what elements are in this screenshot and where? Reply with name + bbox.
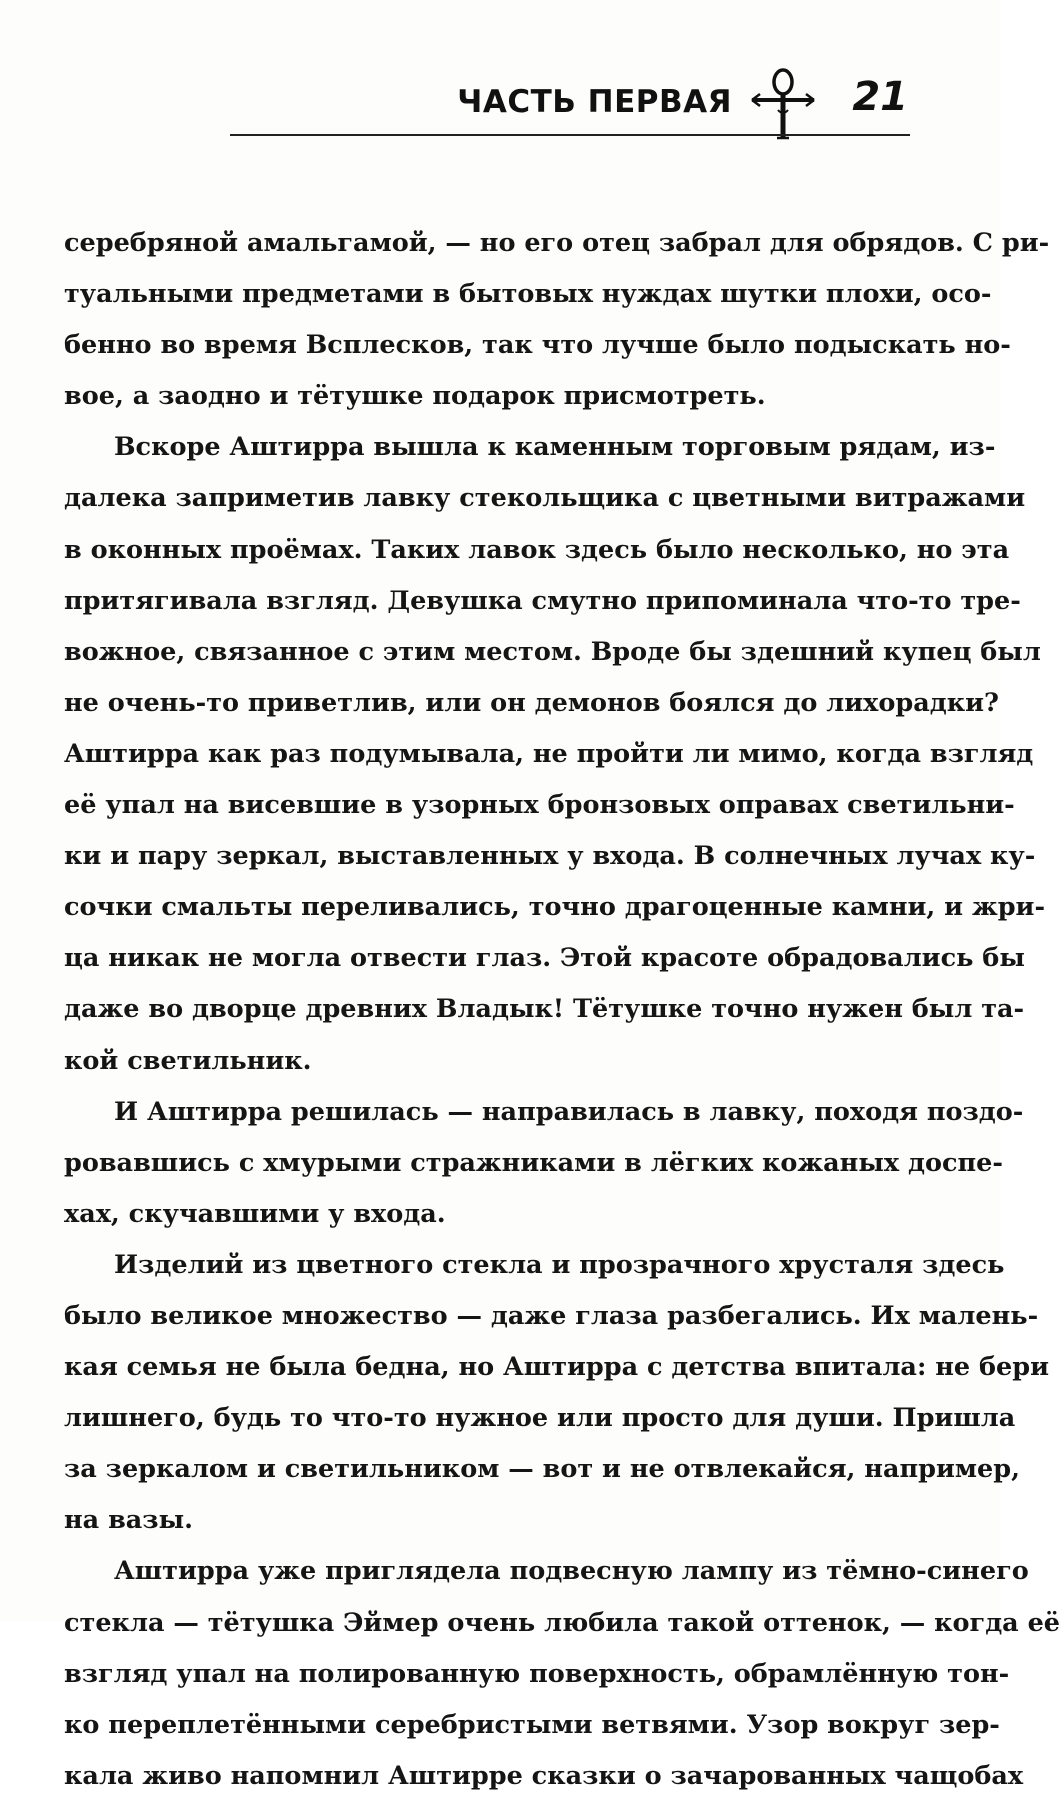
paragraph (64, 218, 1050, 422)
text-line: серебряной амальгамой, — но его отец забрал для обрядов. С ри- (64, 228, 1050, 258)
text-line: кая семья не была бедна, но Аштирра с детства впитала: не бери (64, 1352, 1049, 1383)
running-head (230, 66, 910, 146)
paragraph (64, 1546, 1060, 1801)
text-line: вое, а заодно и тётушке подарок присмотреть. (64, 381, 766, 412)
page-number: 21 (852, 74, 908, 120)
text-line: Изделий из цветного стекла и прозрачного хрусталя здесь (114, 1249, 1005, 1280)
text-line: хах, скучавшими у входа. (64, 1198, 446, 1229)
text-line: ровавшись с хмурыми стражниками в лёгких кожаных доспе- (64, 1147, 1003, 1178)
text-line: Аштирра уже приглядела подвесную лампу из тёмно-синего (114, 1556, 1029, 1587)
body-text (64, 218, 1060, 1802)
text-line: на вазы. (64, 1505, 194, 1536)
text-line: в оконных проёмах. Таких лавок здесь было несколько, но эта (64, 534, 1010, 565)
text-line: Аштирра как раз подумывала, не пройти ли мимо, когда взгляд (64, 738, 1034, 769)
chapter-part-title: ЧАСТЬ ПЕРВАЯ (457, 84, 732, 120)
text-line: ко переплетёнными серебристыми ветвями. Узор вокруг зер- (64, 1709, 1000, 1740)
header-rule (230, 134, 910, 136)
text-line: И Аштирра решилась — направилась в лавку, походя поздо- (114, 1096, 1024, 1127)
text-line: вожное, связанное с этим местом. Вроде бы здешний купец был (64, 636, 1041, 667)
text-line: было великое множество — даже глаза разбегались. Их малень- (64, 1300, 1039, 1331)
text-line: туальными предметами в бытовых нуждах шутки плохи, осо- (64, 279, 992, 310)
text-line: не очень-то приветлив, или он демонов боялся до лихорадки? (64, 687, 999, 718)
text-line: даже во дворце древних Владык! Тётушке точно нужен был та- (64, 994, 1025, 1025)
text-line: сочки смальты переливались, точно драгоценные камни, и жри- (64, 892, 1046, 923)
text-line: за зеркалом и светильником — вот и не отвлекайся, например, (64, 1454, 1020, 1485)
text-line: кала живо напомнил Аштирре сказки о зачарованных чащобах (64, 1760, 1024, 1791)
text-line: кой светильник. (64, 1045, 312, 1076)
text-line: взгляд упал на полированную поверхность, обрамлённую тон- (64, 1658, 1010, 1689)
paragraph (64, 422, 1046, 1086)
text-line: притягивала взгляд. Девушка смутно припоминала что-то тре- (64, 585, 1021, 616)
text-line: ца никак не могла отвести глаз. Этой красоте обрадовались бы (64, 943, 1025, 974)
paragraph (64, 1240, 1049, 1547)
text-line: её упал на висевшие в узорных бронзовых оправах светильни- (64, 790, 1015, 821)
text-line: ки и пару зеркал, выставленных у входа. В солнечных лучах ку- (64, 841, 1036, 872)
text-line: Вскоре Аштирра вышла к каменным торговым рядам, из- (114, 432, 996, 463)
ankh-icon (748, 66, 818, 142)
text-line: далека заприметив лавку стекольщика с цветными витражами (64, 483, 1026, 514)
text-line: лишнего, будь то что-то нужное или просто для души. Пришла (64, 1403, 1016, 1434)
text-line: бенно во время Всплесков, так что лучше было подыскать но- (64, 330, 1011, 361)
text-line: стекла — тётушка Эймер очень любила такой оттенок, — когда её (64, 1607, 1060, 1638)
paragraph (64, 1087, 1024, 1240)
